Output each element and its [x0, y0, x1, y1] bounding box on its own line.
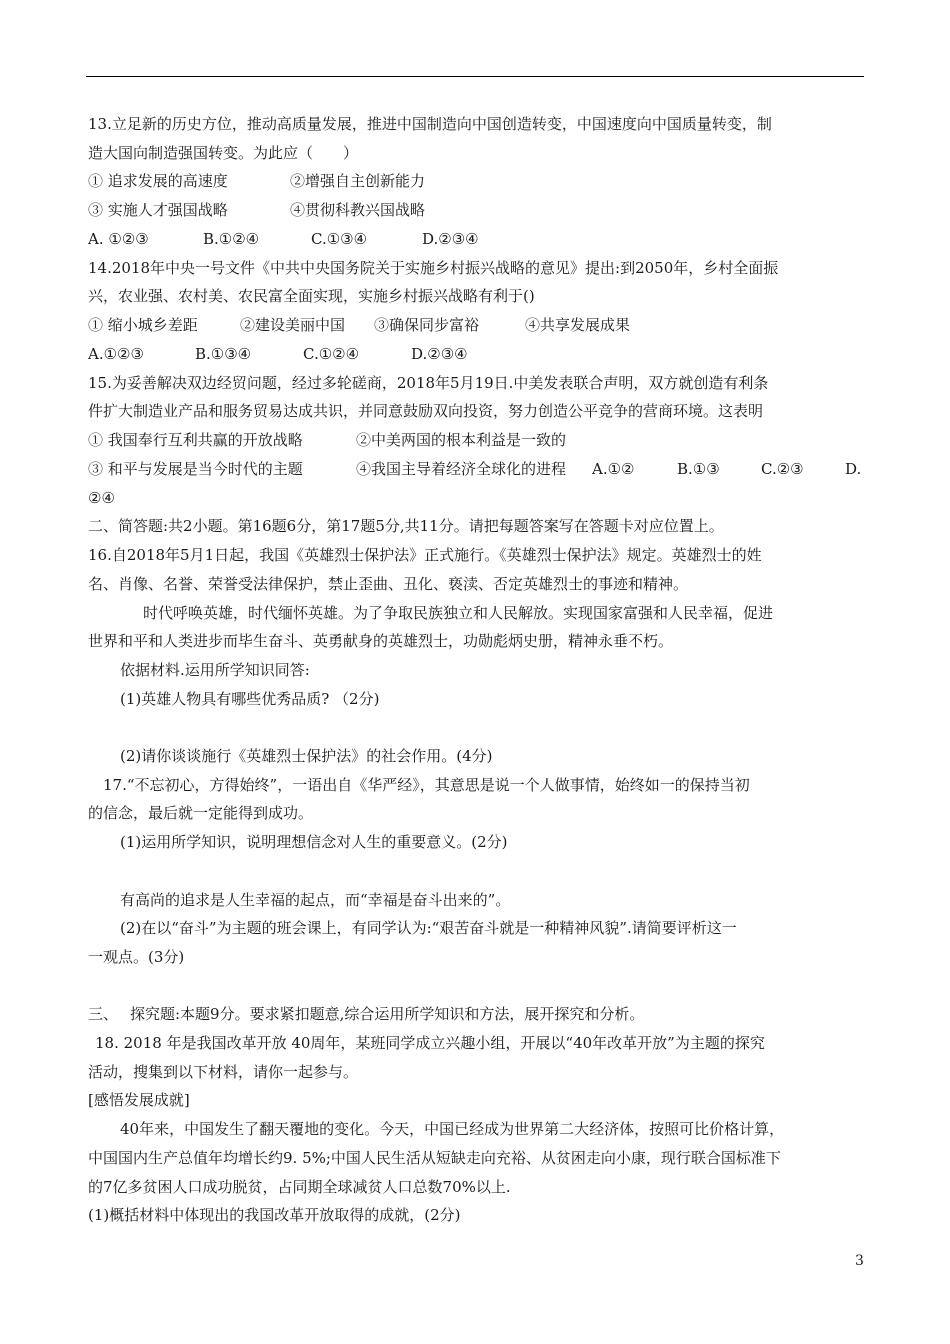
- q16-subquestion-1: (1)英雄人物具有哪些优秀品质? （2分): [120, 690, 380, 708]
- q14-choice-a: A.①②③: [88, 345, 144, 363]
- q17-quote: 有高尚的追求是人生幸福的起点，而“幸福是奋斗出来的”。: [120, 891, 511, 909]
- q15-option-2: ②中美两国的根本利益是一致的: [356, 431, 567, 449]
- q13-option-2: ②增强自主创新能力: [290, 172, 426, 190]
- q18-stem-line1: 18. 2018 年是我国改革开放 40周年，某班同学成立兴趣小组，开展以“40年改革开放”为主题的探究: [95, 1034, 765, 1052]
- q17-subquestion-1: (1)运用所学知识，说明理想信念对人生的重要意义。(2分): [120, 833, 508, 851]
- q13-choice-a: A. ①②③: [88, 230, 149, 248]
- q13-option-3: ③ 实施人才强国战略: [88, 201, 228, 219]
- q15-stem-line1: 15.为妥善解决双边经贸问题，经过多轮磋商，2018年5月19日.中美发表联合声明，双方就创造有利条: [88, 374, 769, 392]
- q14-choice-b: B.①③④: [195, 345, 252, 363]
- q13-choice-c: C.①③④: [311, 230, 368, 248]
- q14-choice-c: C.①②④: [303, 345, 360, 363]
- q15-option-3: ③ 和平与发展是当今时代的主题: [88, 460, 303, 478]
- q15-option-1: ① 我国奉行互利共赢的开放战略: [88, 431, 303, 449]
- q13-option-1: ① 追求发展的高速度: [88, 172, 228, 190]
- q13-choice-b: B.①②④: [203, 230, 260, 248]
- q18-subquestion-1: (1)概括材料中体现出的我国改革开放取得的成就，(2分): [88, 1206, 461, 1224]
- section-3-number: 三、: [88, 1005, 119, 1023]
- q14-choice-d: D.②③④: [411, 345, 468, 363]
- q14-stem-line2: 兴，农业强、农村美、农民富全面实现，实施乡村振兴战略有利于(): [88, 287, 535, 305]
- q15-choice-b: B.①③: [677, 460, 720, 478]
- q17-stem-line1: 17.“不忘初心，方得始终”，一语出自《华严经》，其意思是说一个人做事情，始终如一的保持当初: [103, 776, 750, 794]
- q18-section-heading: [感悟发展成就]: [88, 1091, 190, 1109]
- page-number: 3: [855, 1253, 864, 1269]
- q15-stem-line2: 件扩大制造业产品和服务贸易达成共识，并同意鼓励双向投资，努力创造公平竞争的营商环境。这表明: [88, 402, 764, 420]
- q14-option-3: ③确保同步富裕: [374, 316, 480, 334]
- q18-stem-line2: 活动，搜集到以下材料，请你一起参与。: [88, 1063, 359, 1081]
- q18-material-line3: 的7亿多贫困人口成功脱贫，占同期全球减贫人口总数70%以上.: [88, 1178, 511, 1196]
- q15-choice-d-label: D.: [845, 460, 862, 478]
- q17-subquestion-2-line1: (2)在以“奋斗”为主题的班会课上，有同学认为:“艰苦奋斗就是一种精神风貌”.请简要评析这一: [120, 919, 737, 937]
- q15-choice-d-value: ②④: [88, 489, 115, 507]
- q16-stem-line2: 名、肖像、名誉、荣誉受法律保护，禁止歪曲、丑化、亵渎、否定英雄烈士的事迹和精神。: [88, 575, 689, 593]
- q13-option-4: ④贯彻科教兴国战略: [290, 201, 426, 219]
- q16-material-line1: 时代呼唤英雄，时代缅怀英雄。为了争取民族独立和人民解放。实现国家富强和人民幸福，促进: [143, 604, 774, 622]
- q14-option-1: ① 缩小城乡差距: [88, 316, 198, 334]
- q15-option-4: ④我国主导着经济全球化的进程: [356, 460, 567, 478]
- q17-stem-line2: 的信念，最后就一定能得到成功。: [88, 804, 314, 822]
- q17-subquestion-2-line2: 一观点。(3分): [88, 948, 185, 966]
- header-rule: [86, 76, 864, 77]
- q13-stem-line2: 造大国向制造强国转变。为此应（ ）: [88, 144, 359, 162]
- q15-choice-c: C.②③: [761, 460, 804, 478]
- q13-stem-line1: 13.立足新的历史方位，推动高质量发展，推进中国制造向中国创造转变，中国速度向中国质量转变，制: [88, 115, 772, 133]
- q14-stem-line1: 14.2018年中央一号文件《中共中央国务院关于实施乡村振兴战略的意见》提出:到2050年，乡村全面振: [88, 259, 779, 277]
- q16-prompt: 依据材料.运用所学知识同答:: [120, 661, 310, 679]
- q15-choice-a: A.①②: [592, 460, 635, 478]
- q16-subquestion-2: (2)请你谈谈施行《英雄烈士保护法》的社会作用。(4分): [120, 747, 493, 765]
- q18-material-line1: 40年来，中国发生了翻天覆地的变化。今天，中国已经成为世界第二大经济体，按照可比价格计算，: [120, 1120, 785, 1138]
- q16-material-line2: 世界和平和人类进步而毕生奋斗、英勇献身的英雄烈士，功勋彪炳史册，精神永垂不朽。: [88, 632, 674, 650]
- section-2-heading: 二、简答题:共2小题。第16题6分，第17题5分,共11分。请把每题答案写在答题卡对应位置上。: [88, 517, 724, 535]
- q14-option-4: ④共享发展成果: [525, 316, 631, 334]
- q16-stem-line1: 16.自2018年5月1日起，我国《英雄烈士保护法》正式施行。《英雄烈士保护法》规定。英雄烈士的姓: [88, 546, 762, 564]
- section-3-heading: 探究题:本题9分。要求紧扣题意,综合运用所学知识和方法，展开探究和分析。: [130, 1005, 645, 1023]
- q18-material-line2: 中国国内生产总值年均增长约9. 5%;中国人民生活从短缺走向充裕、从贫困走向小康，现行联合国标准下: [88, 1149, 781, 1167]
- q14-option-2: ②建设美丽中国: [240, 316, 346, 334]
- q13-choice-d: D.②③④: [422, 230, 479, 248]
